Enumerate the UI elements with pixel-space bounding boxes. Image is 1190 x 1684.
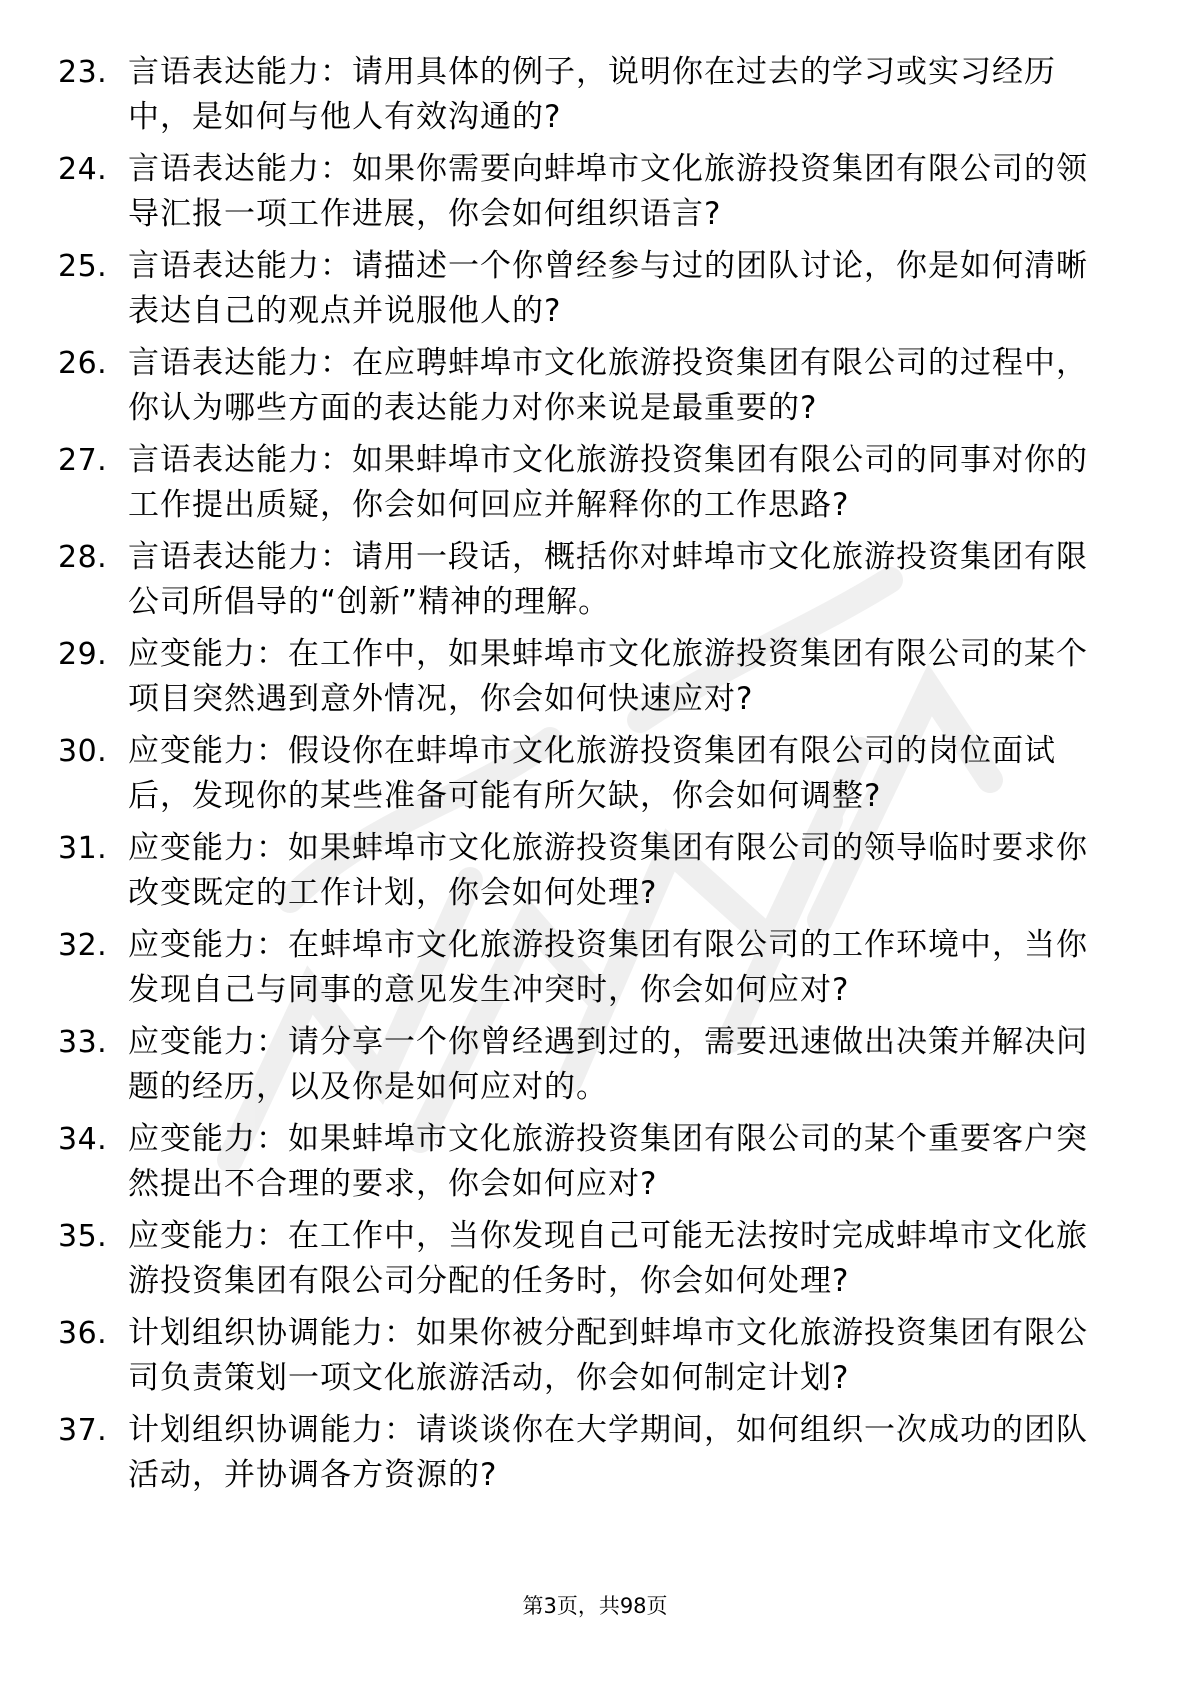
question-item: [58, 729, 1118, 826]
question-text: 言语表达能力：在应聘蚌埠市文化旅游投资集团有限公司的过程中，你认为哪些方面的表达能力对你来说是最重要的?: [128, 345, 1088, 426]
question-text: 计划组织协调能力：如果你被分配到蚌埠市文化旅游投资集团有限公司负责策划一项文化旅游活动，你会如何制定计划?: [128, 1315, 1088, 1396]
question-item: [58, 1117, 1118, 1214]
question-text: 应变能力：如果蚌埠市文化旅游投资集团有限公司的某个重要客户突然提出不合理的要求，你会如何应对?: [128, 1121, 1088, 1202]
question-text: 言语表达能力：请用一段话，概括你对蚌埠市文化旅游投资集团有限公司所倡导的“创新”精神的理解。: [128, 539, 1088, 620]
question-text: 言语表达能力：如果蚌埠市文化旅游投资集团有限公司的同事对你的工作提出质疑，你会如何回应并解释你的工作思路?: [128, 442, 1088, 523]
question-number: 34.: [58, 1122, 108, 1157]
page-footer: [0, 1592, 1190, 1620]
question-text: 应变能力：在工作中，如果蚌埠市文化旅游投资集团有限公司的某个项目突然遇到意外情况，你会如何快速应对?: [128, 636, 1088, 717]
question-number: 26.: [58, 346, 108, 381]
question-item: [58, 1408, 1118, 1505]
question-text: 应变能力：在蚌埠市文化旅游投资集团有限公司的工作环境中，当你发现自己与同事的意见发生冲突时，你会如何应对?: [128, 927, 1088, 1008]
question-number: 32.: [58, 928, 108, 963]
question-item: [58, 923, 1118, 1020]
question-number: 27.: [58, 443, 108, 478]
question-item: [58, 632, 1118, 729]
question-number: 37.: [58, 1413, 108, 1448]
question-number: 25.: [58, 249, 108, 284]
question-text: 应变能力：请分享一个你曾经遇到过的，需要迅速做出决策并解决问题的经历，以及你是如何应对的。: [128, 1024, 1088, 1105]
question-item: [58, 50, 1118, 147]
question-number: 36.: [58, 1316, 108, 1351]
question-item: [58, 1214, 1118, 1311]
question-text: 言语表达能力：请描述一个你曾经参与过的团队讨论，你是如何清晰表达自己的观点并说服他人的?: [128, 248, 1088, 329]
question-text: 言语表达能力：如果你需要向蚌埠市文化旅游投资集团有限公司的领导汇报一项工作进展，你会如何组织语言?: [128, 151, 1088, 232]
page-number-label: 第3页，共98页: [522, 1594, 668, 1618]
question-number: 23.: [58, 55, 108, 90]
question-number: 31.: [58, 831, 108, 866]
question-list: [58, 50, 1118, 1505]
question-number: 28.: [58, 540, 108, 575]
question-number: 33.: [58, 1025, 108, 1060]
question-item: [58, 535, 1118, 632]
question-item: [58, 1311, 1118, 1408]
question-number: 29.: [58, 637, 108, 672]
question-item: [58, 244, 1118, 341]
question-text: 应变能力：假设你在蚌埠市文化旅游投资集团有限公司的岗位面试后，发现你的某些准备可能有所欠缺，你会如何调整?: [128, 733, 1056, 814]
question-item: [58, 1020, 1118, 1117]
question-text: 应变能力：如果蚌埠市文化旅游投资集团有限公司的领导临时要求你改变既定的工作计划，你会如何处理?: [128, 830, 1088, 911]
question-item: [58, 826, 1118, 923]
question-item: [58, 341, 1118, 438]
question-number: 35.: [58, 1219, 108, 1254]
question-item: [58, 438, 1118, 535]
question-number: 24.: [58, 152, 108, 187]
question-text: 言语表达能力：请用具体的例子，说明你在过去的学习或实习经历中，是如何与他人有效沟通的?: [128, 54, 1056, 135]
question-text: 计划组织协调能力：请谈谈你在大学期间，如何组织一次成功的团队活动，并协调各方资源的?: [128, 1412, 1088, 1493]
question-text: 应变能力：在工作中，当你发现自己可能无法按时完成蚌埠市文化旅游投资集团有限公司分配的任务时，你会如何处理?: [128, 1218, 1088, 1299]
question-number: 30.: [58, 734, 108, 769]
question-item: [58, 147, 1118, 244]
